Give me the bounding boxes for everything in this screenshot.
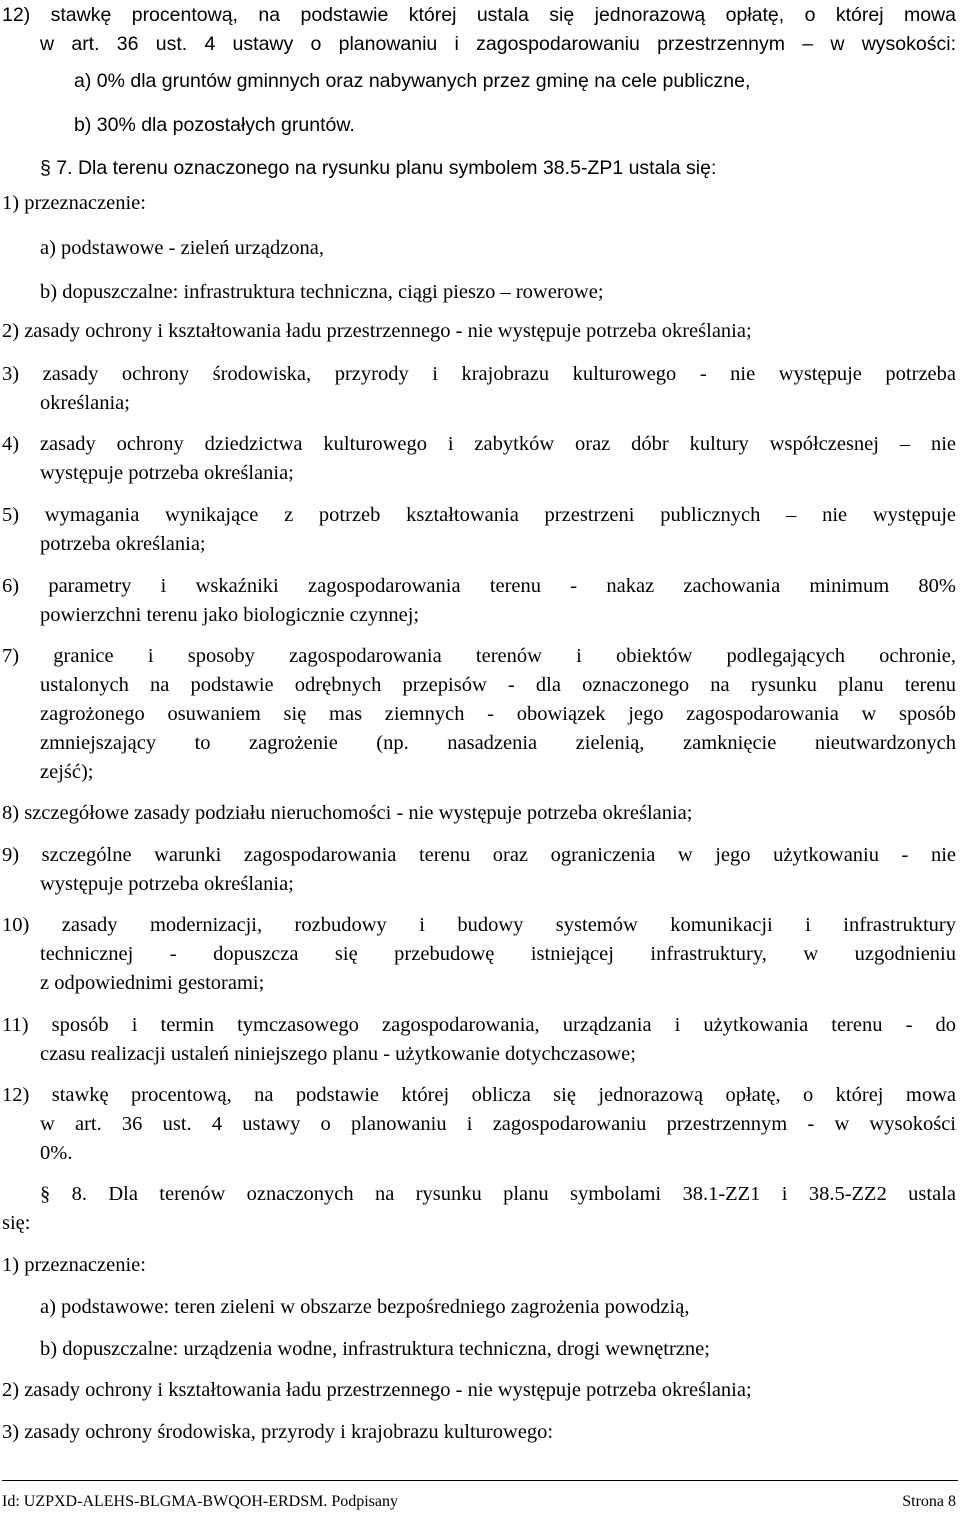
s7-item-9-line-1: 9) szczególne warunki zagospodarowania terenu oraz ograniczenia w jego użytkowaniu - nie [2, 844, 956, 866]
s7-item-7-line-1: 7) granice i sposoby zagospodarowania terenów i obiektów podlegających ochronie, [2, 645, 956, 667]
s7-item-10-line-2: technicznej - dopuszcza się przebudowę istniejącej infrastruktury, w uzgodnieniu [40, 943, 956, 965]
s7-item-5-line-2: potrzeba określania; [40, 533, 206, 555]
section-7-heading: § 7. Dla terenu oznaczonego na rysunku planu symbolem 38.5-ZP1 ustala się: [40, 157, 717, 179]
s7-item-5-line-1: 5) wymagania wynikające z potrzeb kształtowania przestrzeni publicznych – nie występuje [2, 504, 956, 526]
s8-item-1: 1) przeznaczenie: [2, 1254, 146, 1276]
s7-item-10-line-1: 10) zasady modernizacji, rozbudowy i budowy systemów komunikacji i infrastruktury [2, 914, 956, 936]
s7-item-8: 8) szczegółowe zasady podziału nieruchomości - nie występuje potrzeba określania; [2, 802, 693, 824]
s7-item-12-line-1: 12) stawkę procentową, na podstawie której oblicza się jednorazową opłatę, o której mowa [2, 1084, 956, 1106]
s7-item-1: 1) przeznaczenie: [2, 192, 146, 214]
footer-page-number: Strona 8 [902, 1493, 956, 1510]
s7-item-6-line-2: powierzchni terenu jako biologicznie czynnej; [40, 604, 420, 626]
footer-document-id: Id: UZPXD-ALEHS-BLGMA-BWQOH-ERDSM. Podpisany [2, 1493, 398, 1510]
s7-item-4-line-1: 4) zasady ochrony dziedzictwa kulturowego i zabytków oraz dóbr kultury współczesnej – nie [2, 433, 956, 455]
section-8-heading-line-2: się: [2, 1212, 31, 1234]
s7-item-7-line-3: zagrożonego osuwaniem się mas ziemnych - obowiązek jego zagospodarowania w sposób [40, 703, 956, 725]
s7-item-12-line-3: 0%. [40, 1142, 73, 1164]
s7-item-2: 2) zasady ochrony i kształtowania ładu przestrzennego - nie występuje potrzeba określania; [2, 320, 752, 342]
s7-item-11-line-1: 11) sposób i termin tymczasowego zagospodarowania, urządzania i użytkowania terenu - do [2, 1014, 956, 1036]
paragraph-12-line-1: 12) stawkę procentową, na podstawie której ustala się jednorazową opłatę, o której mowa [2, 4, 956, 26]
s7-item-3-line-1: 3) zasady ochrony środowiska, przyrody i krajobrazu kulturowego - nie występuje potrzeba [2, 363, 956, 385]
s7-item-7-line-4: zmniejszający to zagrożenie (np. nasadzenia zielenią, zamknięcie nieutwardzonych [40, 732, 956, 754]
s7-item-1b: b) dopuszczalne: infrastruktura techniczna, ciągi pieszo – rowerowe; [40, 281, 604, 303]
s8-item-2: 2) zasady ochrony i kształtowania ładu przestrzennego - nie występuje potrzeba określania; [2, 1379, 752, 1401]
s7-item-10-line-3: z odpowiednimi gestorami; [40, 972, 265, 994]
s7-item-1a: a) podstawowe - zieleń urządzona, [40, 237, 325, 259]
s7-item-7-line-5: zejść); [40, 761, 94, 783]
paragraph-12-item-b: b) 30% dla pozostałych gruntów. [74, 114, 355, 136]
s7-item-7-line-2: ustalonych na podstawie odrębnych przepisów - dla oznaczonego na rysunku planu terenu [40, 674, 956, 696]
section-8-heading-line-1: § 8. Dla terenów oznaczonych na rysunku planu symbolami 38.1-ZZ1 i 38.5-ZZ2 ustala [40, 1183, 956, 1205]
footer-divider [2, 1480, 958, 1481]
paragraph-12-line-2: w art. 36 ust. 4 ustawy o planowaniu i zagospodarowaniu przestrzennym – w wysokości: [40, 33, 956, 55]
s7-item-9-line-2: występuje potrzeba określania; [40, 873, 294, 895]
s8-item-3: 3) zasady ochrony środowiska, przyrody i krajobrazu kulturowego: [2, 1421, 554, 1443]
s7-item-3-line-2: określania; [40, 392, 130, 414]
s8-item-1a: a) podstawowe: teren zieleni w obszarze bezpośredniego zagrożenia powodzią, [40, 1296, 690, 1318]
s7-item-4-line-2: występuje potrzeba określania; [40, 462, 294, 484]
s8-item-1b: b) dopuszczalne: urządzenia wodne, infrastruktura techniczna, drogi wewnętrzne; [40, 1338, 710, 1360]
s7-item-12-line-2: w art. 36 ust. 4 ustawy o planowaniu i zagospodarowaniu przestrzennym - w wysokości [40, 1113, 956, 1135]
s7-item-11-line-2: czasu realizacji ustaleń niniejszego planu - użytkowanie dotychczasowe; [40, 1043, 636, 1065]
s7-item-6-line-1: 6) parametry i wskaźniki zagospodarowania terenu - nakaz zachowania minimum 80% [2, 575, 956, 597]
paragraph-12-item-a: a) 0% dla gruntów gminnych oraz nabywanych przez gminę na cele publiczne, [74, 70, 751, 92]
